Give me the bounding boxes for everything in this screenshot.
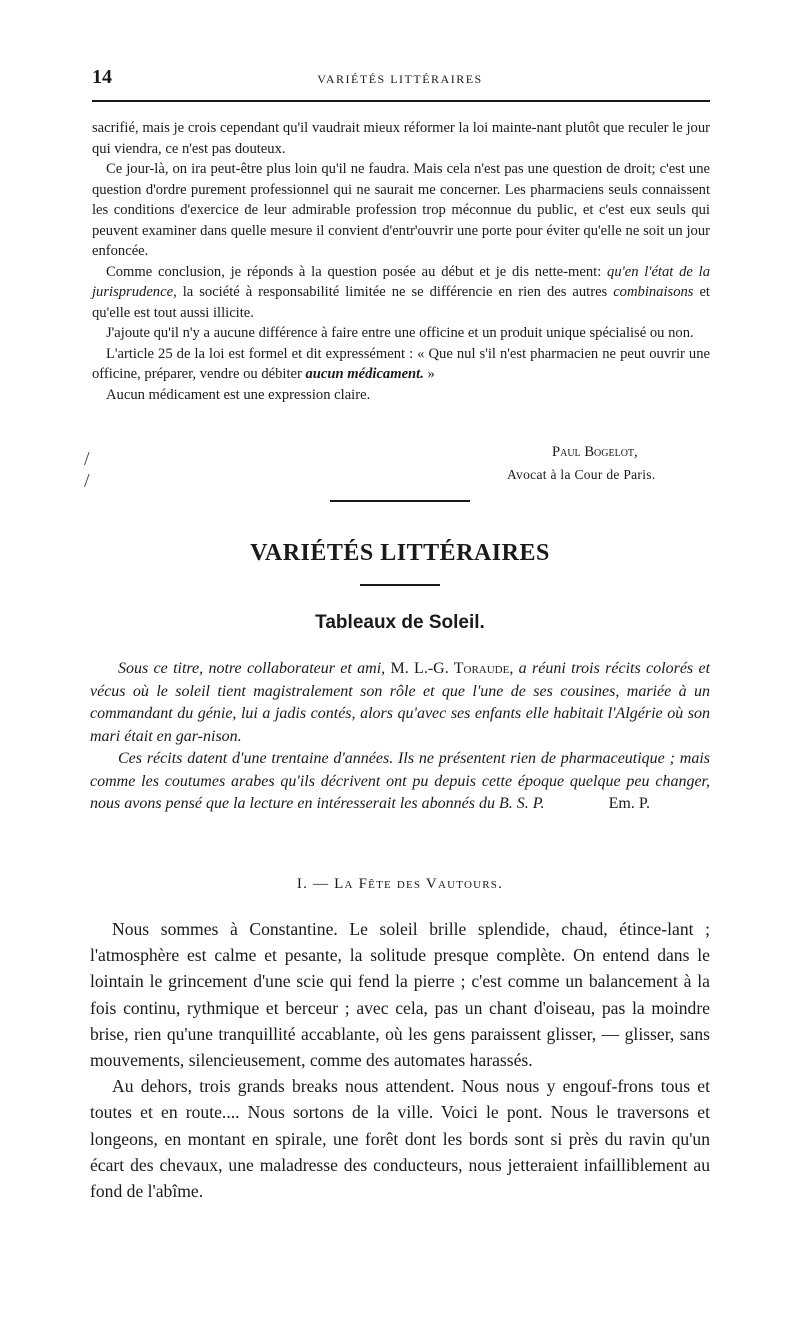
section-subtitle: Tableaux de Soleil.: [315, 612, 485, 633]
intro-paragraph: [90, 748, 710, 816]
quote-italic: aucun médicament.: [305, 366, 424, 382]
story-text: [90, 916, 710, 1204]
article-paragraph: Aucun médicament est une expression claire.: [106, 386, 371, 403]
story-paragraph: Nous sommes à Constantine. Le soleil brille splendide, chaud, étince-lant ; l'atmosphère est calme et pesante, la solitude presque complète. On entend dans le lointain le grincement d'une scie qui fend la pierre ; c'est comme un balancement à la fois continu, rythmique et berceur ; avec cela, pas un chant d'oiseau, pas la moindre brise, rien qu'une tranquillité accablante, où les gens paraissent glisser, — glisser, sans mouvements, silencieusement, comme des automates harassés.: [90, 919, 710, 1071]
signature-name: Paul Bogelot,: [552, 444, 638, 460]
signature-title: Avocat à la Cour de Paris.: [507, 467, 656, 482]
pen-mark-icon: /: [84, 470, 90, 492]
conclusion-text: la société à responsabilité limitée ne se différencie en rien des autres: [176, 284, 614, 300]
quote-text: L'article 25 de la loi est formel et dit expressément : « Que nul s'il n'est pharmacien ne peut ouvrir une officine, préparer, vendre ou débiter: [92, 345, 710, 382]
author-name: M. L.-G. Toraude,: [390, 660, 514, 677]
conclusion-italic: combinaisons: [613, 284, 694, 300]
article-paragraph: Ce jour-là, on ira peut-être plus loin qu'il ne faudra. Mais cela n'est pas une question de droit; c'est une question d'ordre purement professionnel qui ne saurait me concerner. Les pharmaciens seuls connaissent les conditions d'exercice de leur admirable profession trop méconnue du public, et c'est eux seuls qui peuvent examiner dans quelle mesure il convient d'entr'ouvrir une porte pour éviter qu'elle ne soit un jour enfoncée.: [92, 161, 710, 259]
running-title: VARIÉTÉS LITTÉRAIRES: [317, 72, 483, 86]
editor-signoff: Em. P.: [608, 795, 650, 812]
conclusion-text: et qu'elle est tout aussi illicite.: [92, 284, 710, 321]
conclusion-text: Comme conclusion, je réponds à la question posée au début et je dis nette-ment:: [106, 263, 608, 280]
intro-paragraph: [90, 658, 710, 748]
article-paragraph: J'ajoute qu'il n'y a aucune différence à faire entre une officine et un produit unique spécialisé ou non.: [106, 325, 694, 341]
quote-text: »: [423, 366, 435, 382]
conclusion-paragraph: [92, 262, 710, 324]
conclusion-italic: qu'en l'état de la jurisprudence,: [92, 263, 710, 300]
chapter-heading: I. — La Fête des Vautours.: [296, 876, 504, 892]
intro-text: a réuni trois récits colorés et vécus où le soleil tient magistralement son rôle et que l'une de ses cousines, mariée à un commandant du génie, lui a jadis contés, alors qu'avec ses enfants elle habitait l'Algérie où son mari était en gar-nison.: [90, 660, 711, 745]
section-title: VARIÉTÉS LITTÉRAIRES: [250, 540, 550, 566]
intro-text: Ces récits datent d'une trentaine d'années. Ils ne présentent rien de pharmaceutique ; mais comme les coutumes arabes qu'ils décrivent ont pu depuis cette époque quelque peu changer, nous avons pensé que la lecture en intéresserait les abonnés du B. S. P.: [90, 750, 710, 812]
story-paragraph: Au dehors, trois grands breaks nous attendent. Nous nous y engouf-frons tous et toutes et en route.... Nous sortons de la ville. Voici le pont. Nous le traversons et longeons, en montant en spirale, une forêt dont les bords sont si près du ravin qu'un écart des chevaux, une maladresse des conducteurs, nous jetteraient infailliblement au fond de l'abîme.: [90, 1076, 710, 1202]
article-paragraph: sacrifié, mais je crois cependant qu'il vaudrait mieux réformer la loi mainte-nant plutôt que reculer le jour qui viendra, ce n'est pas douteux.: [92, 120, 710, 157]
section-divider: [330, 500, 470, 502]
editor-intro: [90, 658, 710, 816]
title-underline: [360, 584, 440, 586]
pen-mark-icon: /: [84, 448, 90, 470]
page-number: 14: [92, 66, 112, 88]
header-rule: [92, 100, 710, 102]
article-quote-paragraph: [92, 344, 710, 385]
intro-text: Sous ce titre, notre collaborateur et ami,: [118, 660, 391, 677]
article-end: [92, 118, 710, 405]
